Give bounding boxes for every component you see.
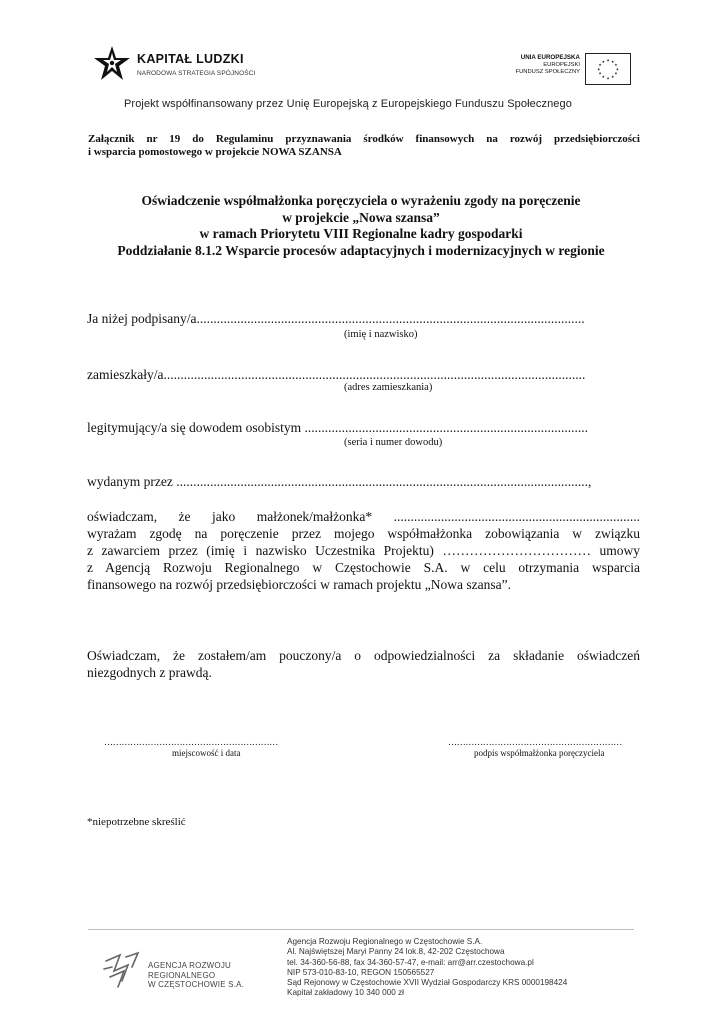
footnote: *niepotrzebne skreślić xyxy=(87,816,186,828)
contact-line: Kapitał zakładowy 10 340 000 zł xyxy=(287,988,404,998)
address-hint: (adres zamieszkania) xyxy=(344,382,433,393)
annex-line: Załącznik nr 19 do Regulaminu przyznawania środków finansowych na rozwój przedsiębiorczości xyxy=(88,133,640,145)
agency-name-line: REGIONALNEGO xyxy=(148,970,216,980)
kapital-ludzki-logo-icon xyxy=(92,44,132,86)
title-line: w ramach Priorytetu VIII Regionalne kadry gospodarki xyxy=(199,226,523,241)
cofunding-note: Projekt współfinansowany przez Unię Europejską z Europejskiego Funduszu Społecznego xyxy=(124,98,572,110)
address-field[interactable]: zamieszkały/a............................................................................................................................. xyxy=(87,367,586,382)
contact-line: tel. 34-360-56-88, fax 34-360-57-47, e-mail: arr@arr.czestochowa.pl xyxy=(287,957,534,967)
ue-line: EUROPEJSKI xyxy=(543,61,580,68)
contact-line: Sąd Rejonowy w Częstochowie XVII Wydział Gospodarczy KRS 0000198424 xyxy=(287,978,568,988)
title-line: w projekcie „Nowa szansa” xyxy=(282,209,440,225)
declaration-line: oświadczam, że jako małżonek/małżonka* ......................................................................... xyxy=(87,509,640,524)
statement-line: niezgodnych z prawdą. xyxy=(87,665,212,680)
svg-text:★: ★ xyxy=(611,59,615,64)
agency-name-line: W CZĘSTOCHOWIE S.A. xyxy=(148,980,245,989)
svg-text:★: ★ xyxy=(611,74,615,79)
declaration-line: wyrażam zgodę na poręczenie przez mojego współmałżonka zobowiązania w związku xyxy=(87,526,640,541)
ue-line: FUNDUSZ SPOŁECZNY xyxy=(515,69,580,75)
place-date-label: miejscowość i data xyxy=(172,748,241,758)
eu-flag-icon xyxy=(585,53,631,85)
svg-text:★: ★ xyxy=(596,67,601,72)
svg-text:★: ★ xyxy=(606,76,610,81)
declaration-line: z zawarciem przez (imię i nazwisko Uczestnika Projektu) …………………………… umowy xyxy=(87,543,640,558)
ue-line: UNIA EUROPEJSKA xyxy=(520,54,580,61)
agency-logo-icon xyxy=(100,947,148,995)
annex-line: i wsparcia pomostowego w projekcie NOWA SZANSA xyxy=(88,146,342,158)
document-title xyxy=(80,193,642,259)
contact-line: NIP 573-010-83-10, REGON 150565527 xyxy=(287,967,435,977)
title-line: Oświadczenie współmałżonka poręczyciela o wyrażeniu zgody na poręczenie xyxy=(141,193,581,208)
place-date-line[interactable]: …………………………………………………… xyxy=(104,737,279,747)
kapital-ludzki-title: KAPITAŁ LUDZKI xyxy=(137,52,244,66)
svg-text:★: ★ xyxy=(614,63,618,68)
name-hint: (imię i nazwisko) xyxy=(344,329,418,340)
title-line: Poddziałanie 8.1.2 Wsparcie procesów adaptacyjnych i modernizacyjnych w regionie xyxy=(117,242,605,258)
liability-statement xyxy=(87,647,640,681)
issued-by-field[interactable]: wydanym przez .........................................................................................................................., xyxy=(87,474,592,489)
declaration-line: z Agencją Rozwoju Regionalnego w Częstochowie S.A. w celu otrzymania wsparcia xyxy=(87,560,640,575)
svg-text:★: ★ xyxy=(598,63,602,68)
svg-text:★: ★ xyxy=(601,74,605,79)
annex-reference xyxy=(88,133,640,159)
declaration-line: finansowego na rozwój przedsiębiorczości w ramach projektu „Nowa szansa”. xyxy=(87,577,511,592)
svg-text:★: ★ xyxy=(601,59,605,64)
footer-divider xyxy=(88,929,634,930)
name-field[interactable]: Ja niżej podpisany/a................................................................................................................... xyxy=(87,311,585,326)
statement-line: Oświadczam, że zostałem/am pouczony/a o odpowiedzialności za składanie oświadczeń xyxy=(87,648,640,663)
signature-label: podpis współmałżonka poręczyciela xyxy=(474,748,605,758)
agency-name-line: AGENCJA ROZWOJU xyxy=(148,961,232,970)
contact-line: Agencja Rozwoju Regionalnego w Częstochowie S.A. xyxy=(287,937,483,946)
svg-text:★: ★ xyxy=(614,71,618,76)
id-document-hint: (seria i numer dowodu) xyxy=(344,437,443,448)
svg-text:★: ★ xyxy=(598,71,602,76)
id-document-field[interactable]: legitymujący/a się dowodem osobistym .................................................................................... xyxy=(87,420,588,435)
agency-name xyxy=(148,961,244,990)
svg-text:★: ★ xyxy=(606,58,610,63)
declaration-paragraph xyxy=(87,508,640,593)
svg-text:★: ★ xyxy=(615,67,620,72)
contact-line: Al. Najświętszej Maryi Panny 24 lok.8, 42-202 Częstochowa xyxy=(287,947,505,957)
kapital-ludzki-subtitle: NARODOWA STRATEGIA SPÓJNOŚCI xyxy=(137,70,256,77)
agency-contact xyxy=(287,937,567,999)
signature-line[interactable]: …………………………………………………… xyxy=(448,737,623,747)
ue-label xyxy=(500,54,580,77)
